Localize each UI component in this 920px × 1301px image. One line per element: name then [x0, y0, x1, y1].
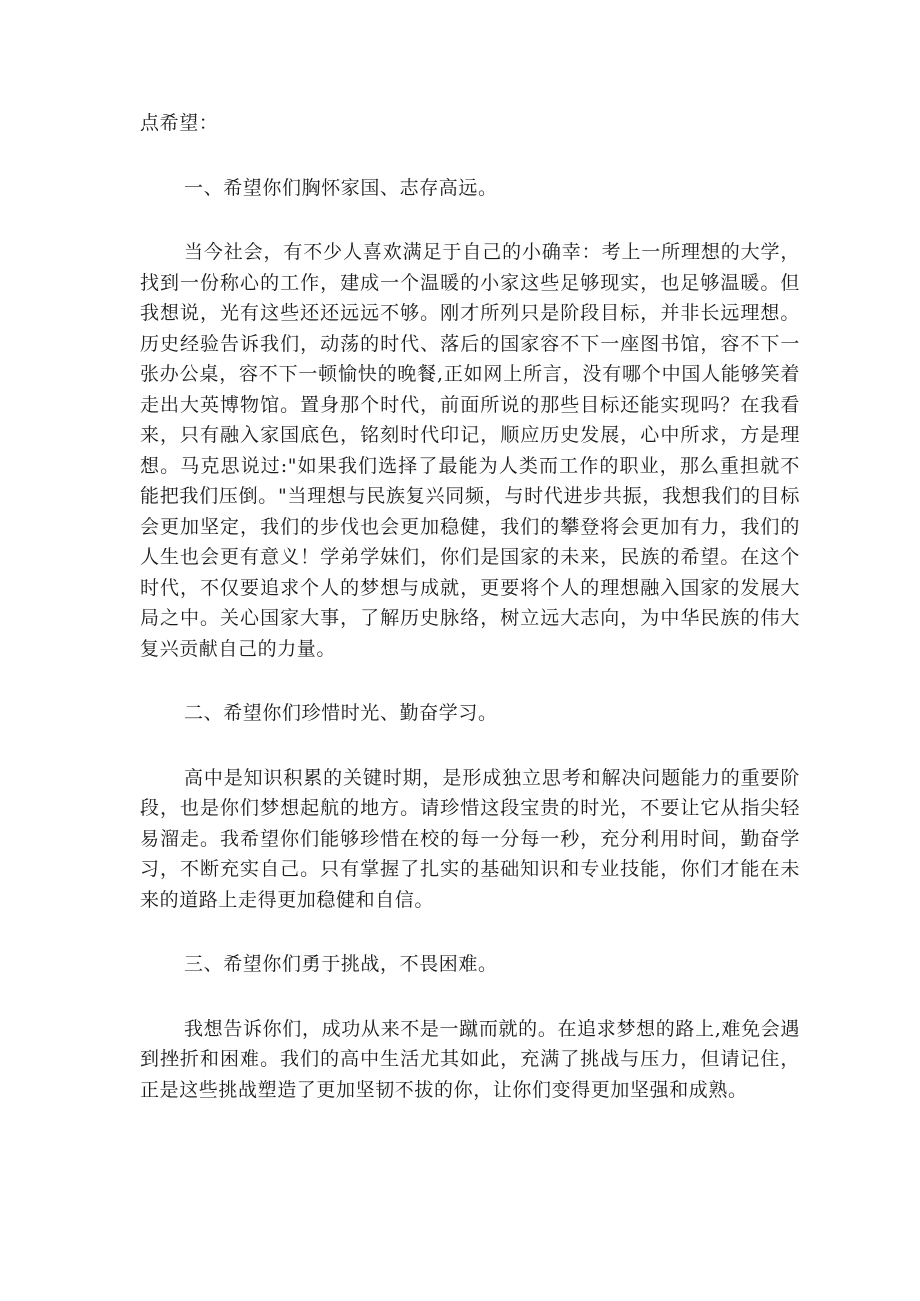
lead-text: 点希望： [140, 112, 219, 134]
section-paragraph-1: 当今社会，有不少人喜欢满足于自己的小确幸：考上一所理想的大学，找到一份称心的工作，建成一个温暖的小家这些足够现实，也足够温暖。但我想说，光有这些还还远远不够。刚才所列只是阶段目标，并非长远理想。历史经验告诉我们，动荡的时代、落后的国家容不下一座图书馆，容不下一张办公桌，容不下一顿愉快的晚餐,正如网上所言，没有哪个中国人能够笑着走出大英博物馆。置身那个时代，前面所说的那些目标还能实现吗？在我看来，只有融入家国底色，铭刻时代印记，顺应历史发展，心中所求，方是理想。马克思说过:"如果我们选择了最能为人类而工作的职业，那么重担就不能把我们压倒。"当理想与民族复兴同频，与时代进步共振，我想我们的目标会更加坚定，我们的步伐也会更加稳健，我们的攀登将会更加有力，我们的人生也会更有意义！学弟学妹们，你们是国家的未来，民族的希望。在这个时代，不仅要追求个人的梦想与成就，更要将个人的理想融入国家的发展大局之中。关心国家大事，了解历史脉络，树立远大志向，为中华民族的伟大复兴贡献自己的力量。 [140, 241, 800, 660]
section-paragraph-3: 我想告诉你们，成功从来不是一蹴而就的。在追求梦想的路上,难免会遇到挫折和困难。我们的高中生活尤其如此，充满了挑战与压力，但请记住，正是这些挑战塑造了更加坚韧不拔的你，让你们变得更加坚强和成熟。 [140, 1017, 800, 1101]
section-heading-2: 二、希望你们珍惜时光、勤奋学习。 [184, 702, 498, 724]
section-heading-3: 三、希望你们勇于挑战，不畏困难。 [184, 953, 498, 975]
section-heading-1: 一、希望你们胸怀家国、志存高远。 [184, 176, 498, 199]
section-paragraph-2: 高中是知识积累的关键时期，是形成独立思考和解决问题能力的重要阶段，也是你们梦想起航的地方。请珍惜这段宝贵的时光，不要让它从指尖轻易溜走。我希望你们能够珍惜在校的每一分每一秒，充分利用时间，勤奋学习，不断充实自己。只有掌握了扎实的基础知识和专业技能，你们才能在未来的道路上走得更加稳健和自信。 [140, 766, 800, 911]
document-body [140, 108, 800, 1139]
